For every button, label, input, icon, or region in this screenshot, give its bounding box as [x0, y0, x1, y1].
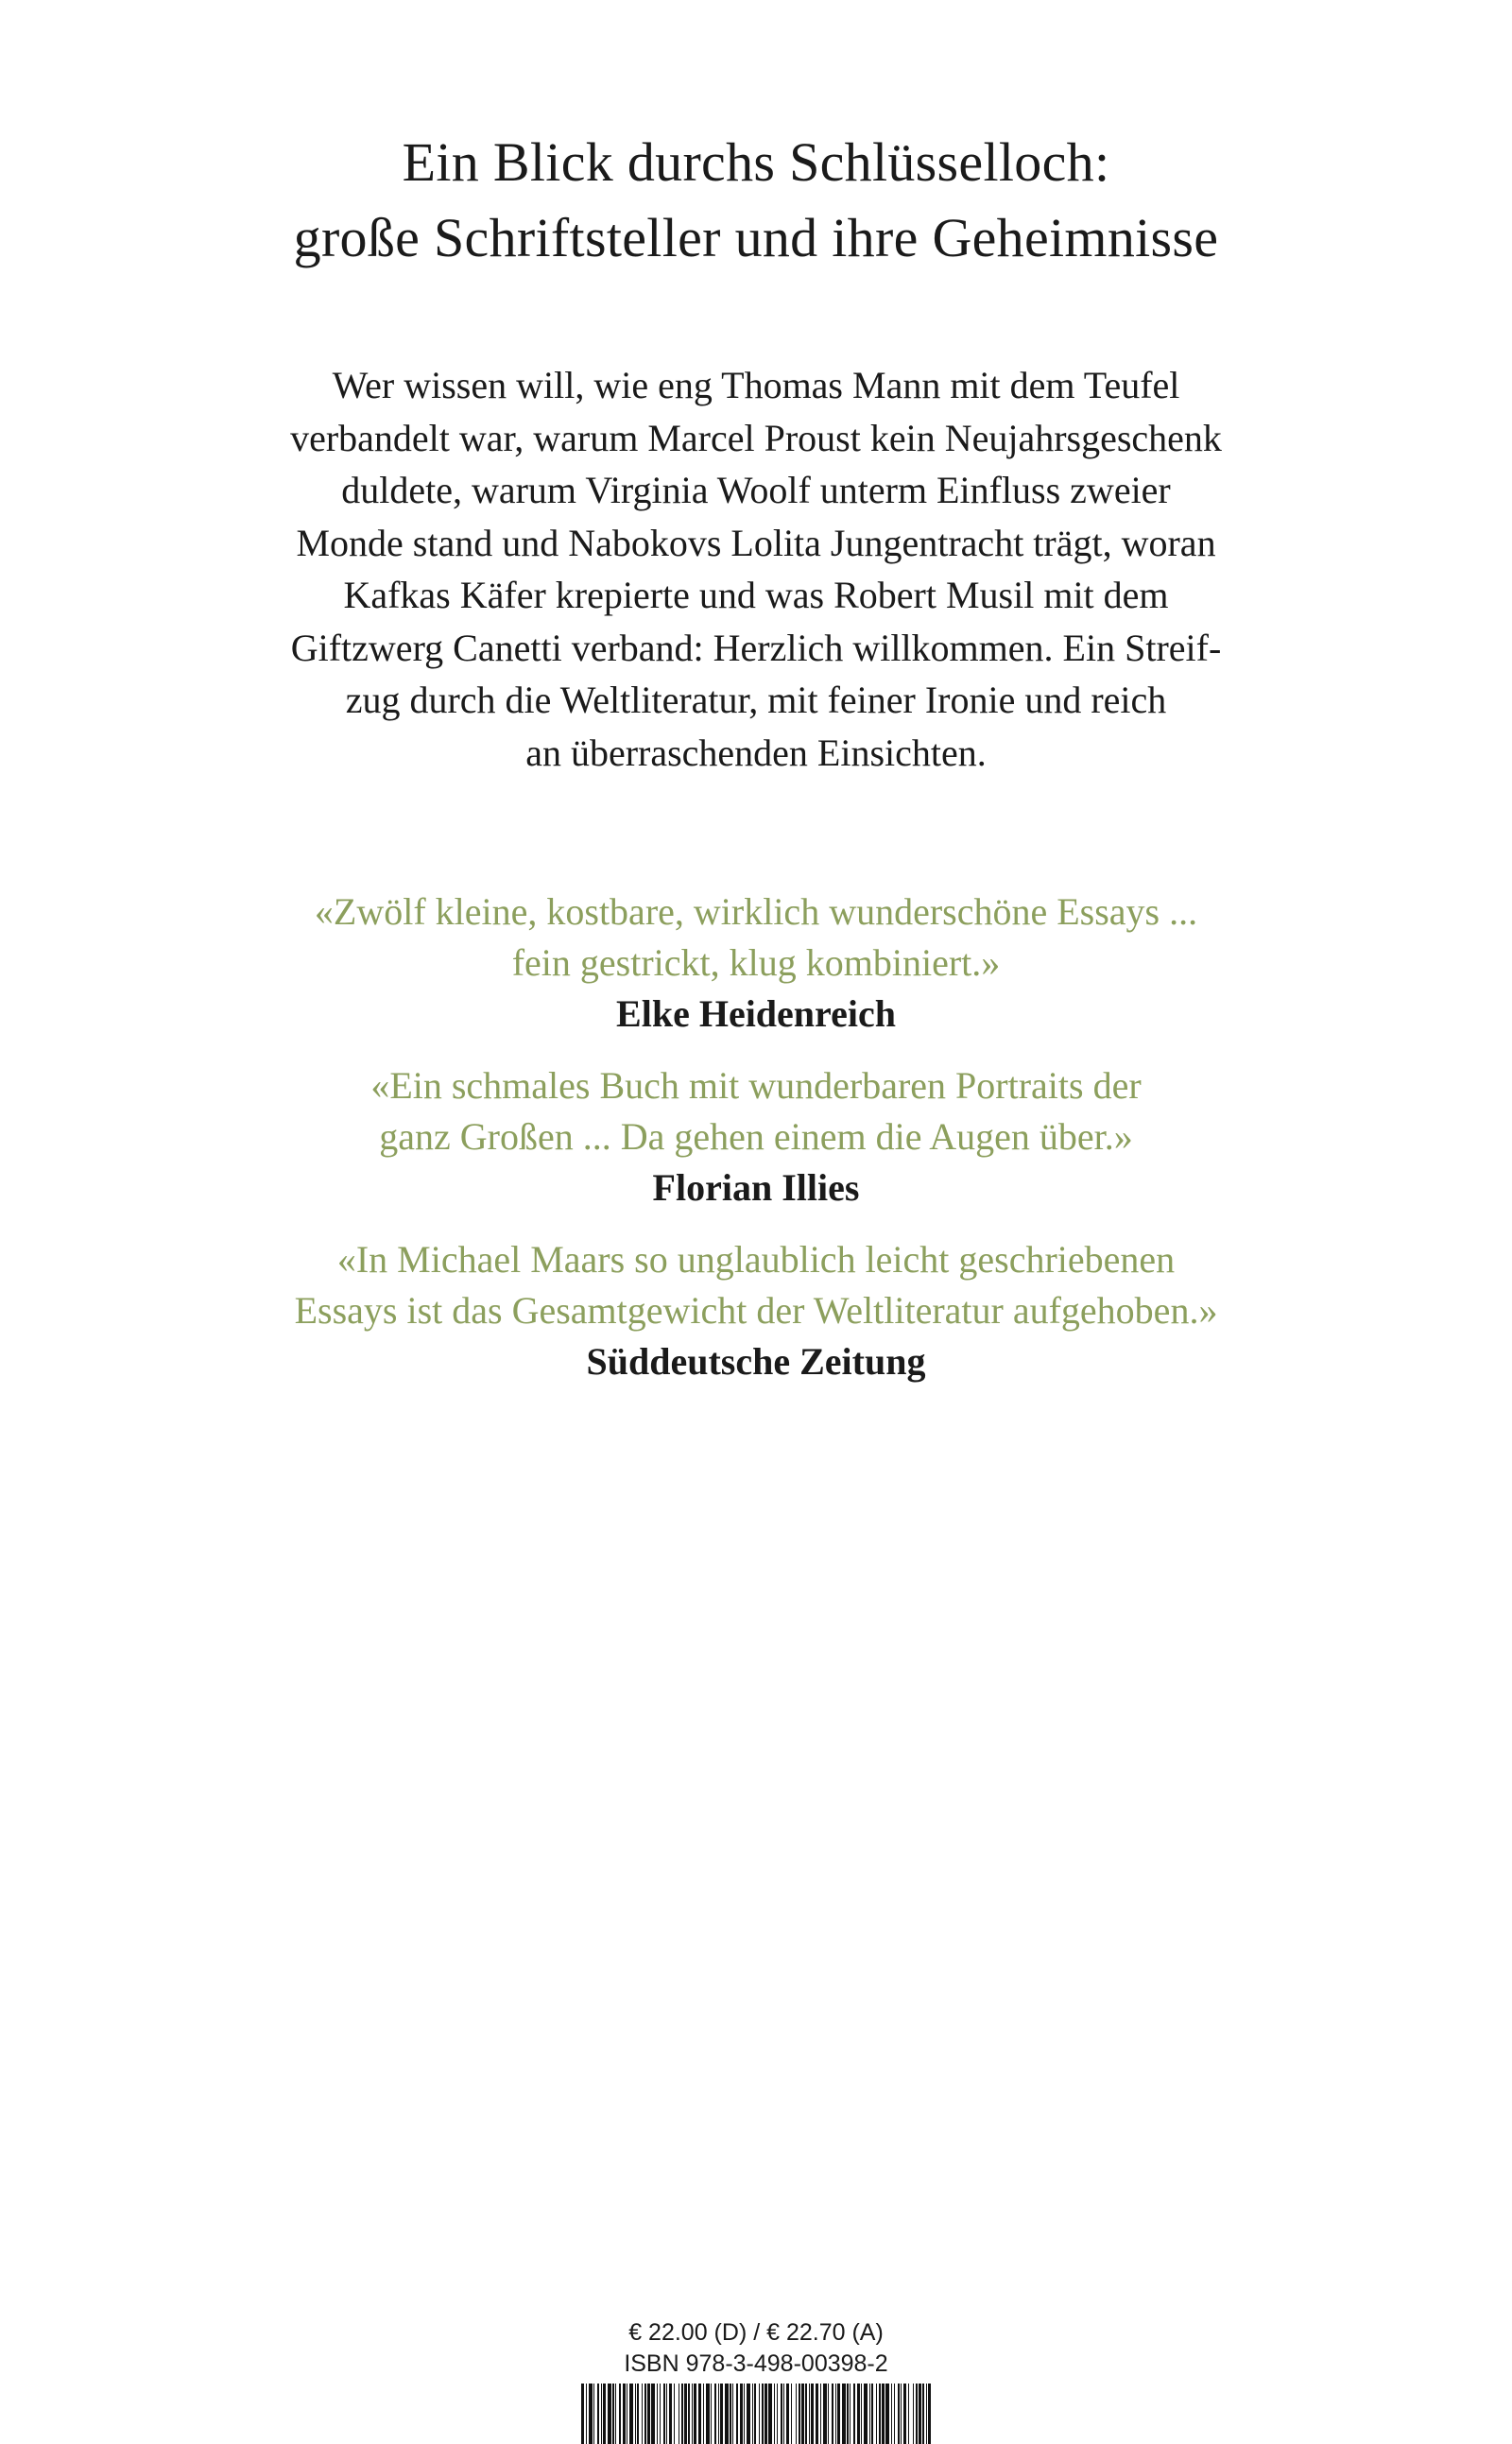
- blurb-line: zug durch die Weltliteratur, mit feiner Ironie und reich: [345, 679, 1167, 721]
- blurb-line: Monde stand und Nabokovs Lolita Jungentracht trägt, woran: [296, 521, 1216, 564]
- blurb-line: verbandelt war, warum Marcel Proust kein Neujahrsgeschenk: [290, 416, 1222, 459]
- press-quote: [0, 1060, 1512, 1213]
- press-quotes: [0, 886, 1512, 1408]
- isbn-label: ISBN 978-3-498-00398-2: [624, 2350, 888, 2377]
- quote-line: ganz Großen ... Da gehen einem die Augen über.»: [379, 1115, 1133, 1158]
- quote-line: fein gestrickt, klug kombiniert.»: [511, 941, 1001, 984]
- blurb: [0, 359, 1512, 779]
- blurb-line: an überraschenden Einsichten.: [525, 731, 987, 774]
- quote-source: Florian Illies: [652, 1166, 860, 1209]
- headline: [0, 125, 1512, 276]
- blurb-line: Wer wissen will, wie eng Thomas Mann mit dem Teufel: [332, 364, 1180, 406]
- blurb-line: Kafkas Käfer krepierte und was Robert Musil mit dem: [343, 574, 1169, 616]
- blurb-line: duldete, warum Virginia Woolf unterm Einfluss zweier: [341, 469, 1171, 511]
- headline-line: Ein Blick durchs Schlüsselloch:: [402, 131, 1110, 193]
- quote-line: «Zwölf kleine, kostbare, wirklich wunderschöne Essays ...: [314, 890, 1198, 933]
- blurb-line: Giftzwerg Canetti verband: Herzlich willkommen. Ein Streif-: [290, 626, 1222, 669]
- press-quote: [0, 1234, 1512, 1387]
- barcode-icon: [581, 2384, 931, 2444]
- press-quote: [0, 886, 1512, 1040]
- price-isbn-block: [0, 2317, 1512, 2380]
- quote-line: «Ein schmales Buch mit wunderbaren Portraits der: [370, 1064, 1142, 1107]
- quote-line: Essays ist das Gesamtgewicht der Weltliteratur aufgehoben.»: [294, 1289, 1218, 1332]
- quote-source: Elke Heidenreich: [616, 992, 896, 1035]
- price-label: € 22.00 (D) / € 22.70 (A): [628, 2319, 884, 2346]
- quote-line: «In Michael Maars so unglaublich leicht geschriebenen: [336, 1238, 1176, 1281]
- headline-line: große Schriftsteller und ihre Geheimnisse: [293, 207, 1219, 268]
- quote-source: Süddeutsche Zeitung: [586, 1340, 926, 1383]
